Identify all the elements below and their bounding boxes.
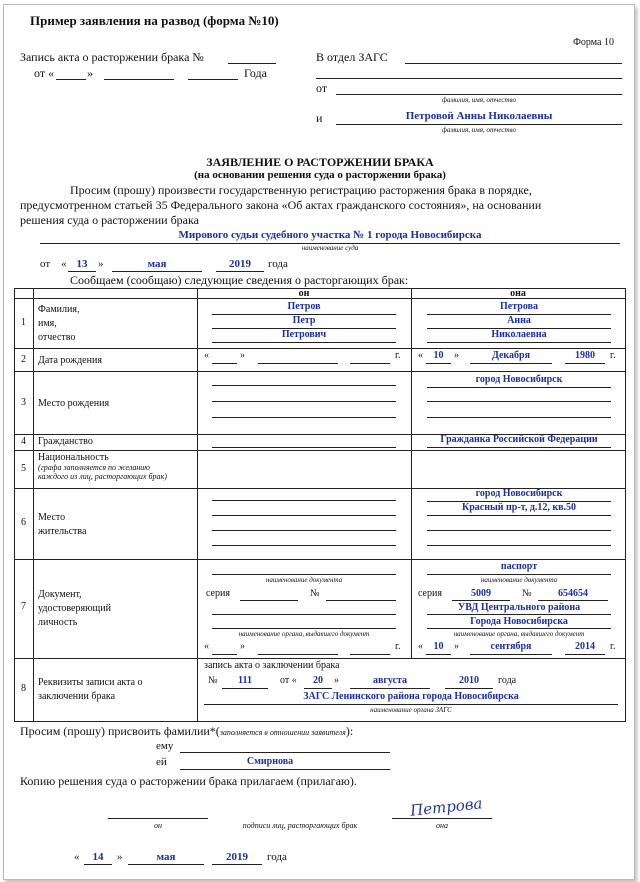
row-num-3: 3 xyxy=(21,397,26,408)
record-day-line xyxy=(56,79,86,80)
she-doc-quote-close: » xyxy=(454,641,459,652)
court-caption: наименование суда xyxy=(301,244,359,252)
statement-title: ЗАЯВЛЕНИЕ О РАСТОРЖЕНИИ БРАКА xyxy=(206,155,434,169)
row-num-1: 1 xyxy=(21,317,26,328)
she-signature: Петрова xyxy=(409,794,484,820)
court-year-line xyxy=(216,271,264,272)
he-signature-label: он xyxy=(154,821,162,830)
record-month-line xyxy=(104,79,174,80)
statement-body-3: решения суда о расторжении брака xyxy=(20,213,199,227)
footer-year: 2019 xyxy=(226,851,248,863)
she-residence-1: город Новосибирск xyxy=(475,488,563,499)
record-year-label: Года xyxy=(244,66,267,80)
she-doc-issuer-1: УВД Центрального района xyxy=(457,602,581,613)
record-quote: » xyxy=(87,66,93,80)
she-series-label: серия xyxy=(418,588,442,599)
he-name: Петр xyxy=(292,315,316,326)
she-doc-quote-open: « xyxy=(418,641,423,652)
office-to: В отдел ЗАГС xyxy=(316,50,388,64)
she-doc-caption: наименование документа xyxy=(480,576,558,584)
she-name: Анна xyxy=(507,315,531,326)
she-residence-2: Красный пр-т, д.12, кв.50 xyxy=(461,502,577,513)
marriage-no-label: № xyxy=(208,675,218,686)
she-birth-year: 1980 xyxy=(575,350,595,361)
she-birth-month: Декабря xyxy=(491,350,531,361)
record-number-line xyxy=(228,63,276,64)
she-signature-label: она xyxy=(436,821,448,830)
row-label-5: Национальность (графа заполняется по желанию каждого из лиц, расторгающих брак) xyxy=(38,452,167,481)
marriage-quote-close: » xyxy=(334,675,339,686)
court-date-month: мая xyxy=(147,258,167,270)
marriage-month: августа xyxy=(372,675,408,686)
applicant-line-2 xyxy=(336,124,622,125)
form-number: Форма 10 xyxy=(573,37,614,48)
surname-her-label: ей xyxy=(156,756,167,768)
she-surname: Петрова xyxy=(500,301,538,312)
she-citizenship: Гражданка Российской Федерации xyxy=(440,434,598,445)
signature-caption: подписи лиц, расторгающих брак xyxy=(242,821,358,830)
she-birthplace: город Новосибирск xyxy=(475,374,563,385)
he-doc-year-abbr: г. xyxy=(395,641,401,652)
row-label-6: Место жительства xyxy=(38,512,87,537)
he-birth-quote-open: « xyxy=(204,350,209,361)
marriage-year-label: года xyxy=(498,675,517,686)
page-title: Пример заявления на развод (форма №10) xyxy=(30,13,279,28)
court-date-quote-open: « xyxy=(61,258,67,270)
marriage-title: запись акта о заключении брака xyxy=(204,660,340,671)
she-doc-number: 654654 xyxy=(558,588,588,599)
she-birth-quote-close: » xyxy=(454,350,459,361)
she-doc-year: 2014 xyxy=(575,641,595,652)
marriage-day: 20 xyxy=(313,675,323,686)
row-label-4: Гражданство xyxy=(38,436,93,447)
he-surname: Петров xyxy=(287,301,321,312)
he-patronymic: Петрович xyxy=(281,329,327,340)
he-doc-quote-close: » xyxy=(240,641,245,652)
statement-body-2: предусмотренном статьей 35 Федерального закона «Об актах гражданского состояния», на основании xyxy=(20,198,542,212)
she-patronymic: Николаевна xyxy=(491,329,547,340)
row-label-7: Документ, удостоверяющий личность xyxy=(38,589,111,628)
court-date-from: от xyxy=(40,258,51,270)
court-date-year: 2019 xyxy=(229,258,251,270)
office-and: и xyxy=(316,111,323,125)
fio-caption: фамилия, имя, отчество xyxy=(442,96,516,104)
court-day-line xyxy=(68,271,96,272)
office-line-2 xyxy=(316,78,622,79)
applicant-name: Петровой Анны Николаевны xyxy=(405,110,553,122)
col-he: он xyxy=(298,288,310,299)
surname-him-label: ему xyxy=(156,740,174,752)
he-birth-quote-close: » xyxy=(240,350,245,361)
footer-year-label: года xyxy=(267,851,287,863)
record-from: от « xyxy=(34,66,55,80)
row-label-3: Место рождения xyxy=(38,398,110,409)
row-num-8: 8 xyxy=(21,683,26,694)
row-num-6: 6 xyxy=(21,517,26,528)
court-date-year-label: года xyxy=(268,258,288,270)
footer-quote-open: « xyxy=(74,851,80,863)
he-series-label: серия xyxy=(206,588,230,599)
marriage-office: ЗАГС Ленинского района города Новосибирска xyxy=(303,691,519,702)
surname-him-line xyxy=(180,752,390,753)
she-number-label: № xyxy=(522,588,532,599)
surname-her-value: Смирнова xyxy=(246,756,294,767)
he-birth-year-abbr: г. xyxy=(395,350,401,361)
she-birth-quote-open: « xyxy=(418,350,423,361)
she-issuer-caption: наименование органа, выдавшего документ xyxy=(453,630,585,638)
she-doc-series: 5009 xyxy=(471,588,491,599)
he-doc-caption: наименование документа xyxy=(265,576,343,584)
she-signature-line xyxy=(392,818,492,819)
surname-her-line xyxy=(180,769,390,770)
office-line xyxy=(405,63,622,64)
court-name: Мирового судьи судебного участка № 1 города Новосибирска xyxy=(178,229,482,241)
court-date-day: 13 xyxy=(76,258,88,270)
row-label-1: Фамилия, имя, отчество xyxy=(38,304,80,343)
row-num-5: 5 xyxy=(21,463,26,474)
col-she: она xyxy=(510,288,526,299)
record-label: Запись акта о расторжении брака № xyxy=(20,50,204,64)
statement-subtitle: (на основании решения суда о расторжении брака) xyxy=(194,169,446,181)
footer-month: мая xyxy=(156,851,176,863)
attachment-note: Копию решения суда о расторжении брака прилагаем (прилагаю). xyxy=(20,774,357,788)
she-birth-day: 10 xyxy=(433,350,444,361)
record-year-line xyxy=(188,79,238,80)
she-birth-year-abbr: г. xyxy=(610,350,616,361)
marriage-from: от « xyxy=(280,675,297,686)
row-label-8: Реквизиты записи акта о заключении брака xyxy=(38,677,143,702)
statement-body-1: Просим (прошу) произвести государственную регистрацию расторжения брака в порядке, xyxy=(70,183,532,197)
she-doc-month: сентября xyxy=(490,641,532,652)
she-doc-year-abbr: г. xyxy=(610,641,616,652)
info-line: Сообщаем (сообщаю) следующие сведения о расторгающих брак: xyxy=(70,273,409,287)
fio-caption-2: фамилия, имя, отчество xyxy=(442,126,516,134)
marriage-no: 111 xyxy=(238,675,252,686)
row-num-2: 2 xyxy=(21,354,26,365)
court-month-line xyxy=(112,271,202,272)
he-doc-quote-open: « xyxy=(204,641,209,652)
footer-day: 14 xyxy=(92,851,104,863)
row-label-2: Дата рождения xyxy=(38,355,102,366)
surname-request: Просим (прошу) присвоить фамилии*(заполняется в отношении заявителя): xyxy=(20,724,354,738)
footer-quote-close: » xyxy=(117,851,123,863)
he-issuer-caption: наименование органа, выдавшего документ xyxy=(238,630,370,638)
she-doc-name: паспорт xyxy=(500,561,538,572)
court-date-quote-close: » xyxy=(98,258,104,270)
office-from: от xyxy=(316,81,328,95)
he-signature-line xyxy=(108,818,208,819)
row-num-4: 4 xyxy=(21,436,26,447)
marriage-year: 2010 xyxy=(459,675,479,686)
he-number-label: № xyxy=(310,588,320,599)
marriage-office-caption: наименование органа ЗАГС xyxy=(370,706,452,714)
row-num-7: 7 xyxy=(21,601,26,612)
applicant-line-1 xyxy=(336,94,622,95)
she-doc-issuer-2: Города Новосибирска xyxy=(470,616,568,627)
she-doc-day: 10 xyxy=(433,641,444,652)
